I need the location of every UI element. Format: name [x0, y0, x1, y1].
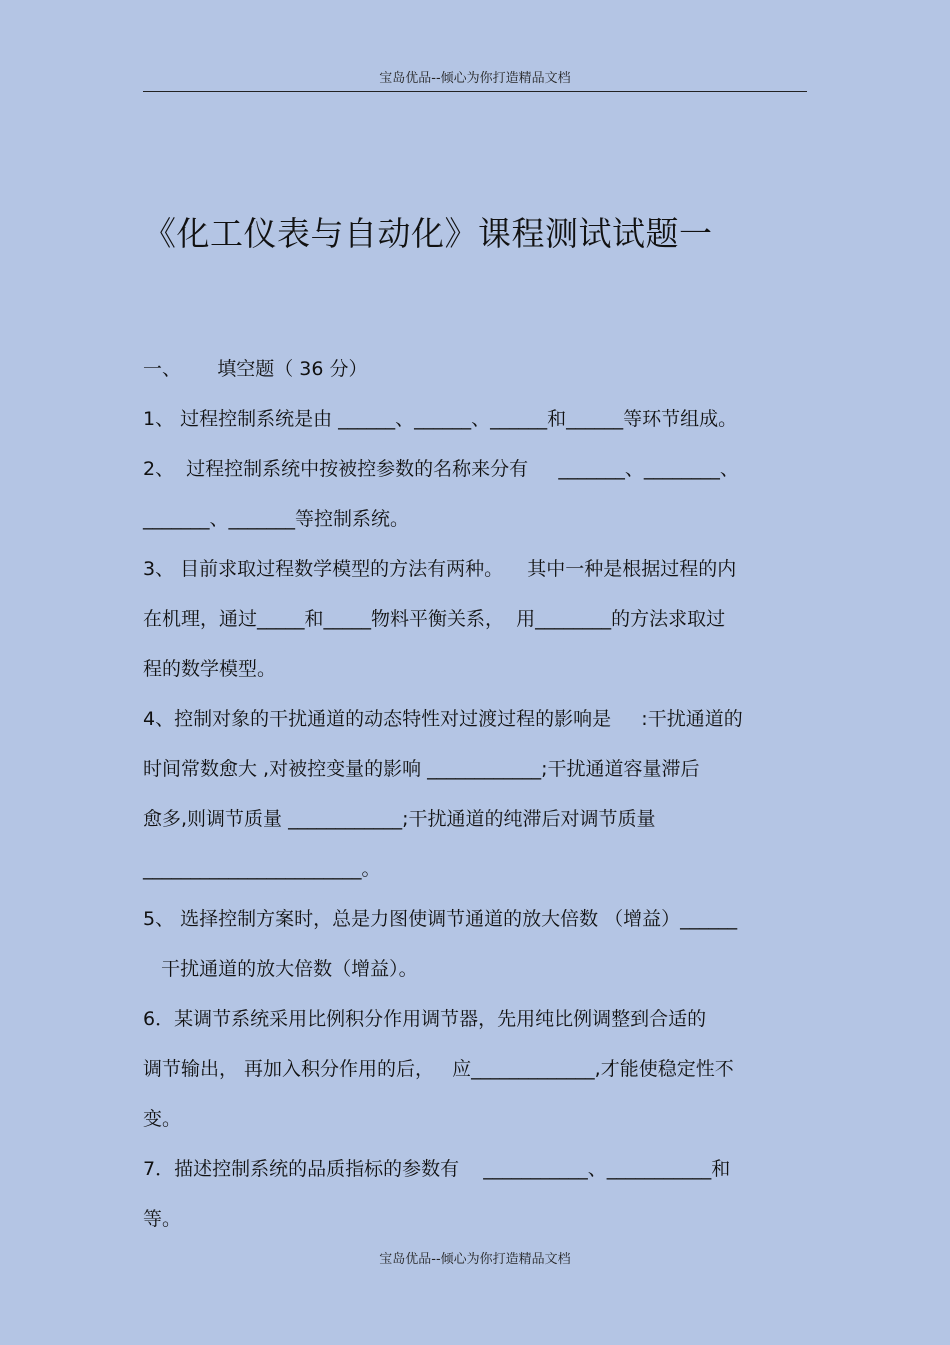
question-5-line-2: 干扰通道的放大倍数（增益）。	[143, 958, 418, 980]
header-divider	[143, 91, 807, 92]
question-2-line-1: 2、 过程控制系统中按被控参数的名称来分有 _______、________、	[143, 458, 739, 480]
question-4-line-3: 愈多,则调节质量 ____________;干扰通道的纯滞后对调节质量	[143, 808, 656, 830]
question-2-line-2: _______、_______等控制系统。	[143, 508, 410, 530]
question-6-line-3: 变。	[143, 1108, 182, 1130]
question-3-line-2: 在机理，通过_____和_____物料平衡关系， 用________的方法求取过	[143, 608, 726, 630]
page-header: 宝岛优品--倾心为你打造精品文档	[379, 71, 571, 86]
question-7-line-2: 等。	[143, 1208, 182, 1230]
question-4-line-2: 时间常数愈大 ,对被控变量的影响 ____________;干扰通道容量滞后	[143, 758, 700, 780]
page-footer: 宝岛优品--倾心为你打造精品文档	[379, 1252, 571, 1267]
question-1: 1、 过程控制系统是由 ______、______、______和______等环节组成。	[143, 408, 738, 430]
question-4-line-4: _______________________。	[143, 858, 381, 880]
question-5-line-1: 5、 选择控制方案时，总是力图使调节通道的放大倍数 （增益）______	[143, 908, 738, 930]
question-6-line-1: 6．某调节系统采用比例积分作用调节器，先用纯比例调整到合适的	[143, 1008, 707, 1030]
section-heading-fill-blank: 一、 填空题（ 36 分）	[143, 358, 368, 380]
question-7-line-1: 7．描述控制系统的品质指标的参数有 ___________、___________和	[143, 1158, 731, 1180]
question-3-line-1: 3、 目前求取过程数学模型的方法有两种。 其中一种是根据过程的内	[143, 558, 737, 580]
question-4-line-1: 4、控制对象的干扰通道的动态特性对过渡过程的影响是 :干扰通道的	[143, 708, 743, 730]
document-title: 《化工仪表与自动化》课程测试试题一	[143, 214, 713, 253]
question-3-line-3: 程的数学模型。	[143, 658, 277, 680]
question-6-line-2: 调节输出， 再加入积分作用的后， 应_____________,才能使稳定性不	[143, 1058, 734, 1080]
